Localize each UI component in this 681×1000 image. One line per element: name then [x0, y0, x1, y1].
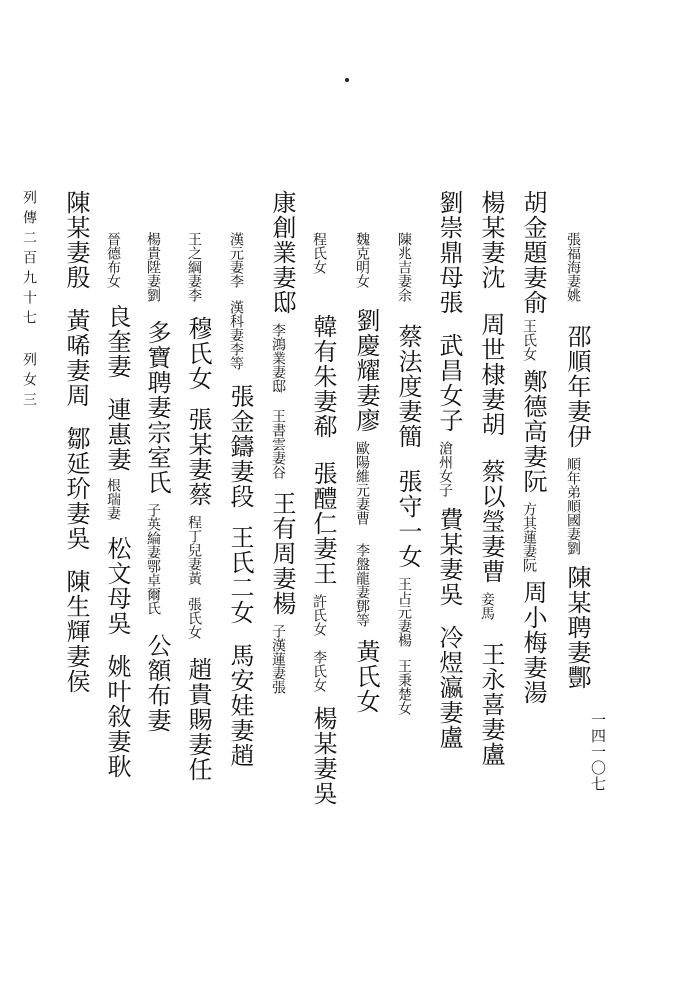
entry-name: 周世棣妻胡: [477, 312, 505, 437]
entry-note: 王之綱妻李: [186, 232, 202, 302]
entry-name: 馬安娃妻趙: [226, 643, 254, 768]
entry-name: 張醴仁妻王: [309, 461, 337, 586]
entry-name: 張某妻蔡: [184, 407, 212, 507]
text-column: [437, 190, 461, 750]
entry-note: 李盤龍妻鄧等: [354, 543, 370, 627]
entry-name: 張金鑄妻段: [226, 384, 254, 509]
entry-name: 松文母吳: [103, 536, 131, 636]
entry-name: 姚叶敘妻耿: [103, 654, 131, 779]
entry-note: 張氏女: [186, 597, 202, 639]
entry-note: 王氏女: [521, 319, 537, 361]
entry-name: 公額布妻: [143, 633, 171, 733]
text-column: [565, 232, 589, 690]
entry-note: 程丁兒妻黃: [186, 515, 202, 585]
entry-note: 漢科妻李等: [228, 300, 244, 370]
text-column: [186, 232, 210, 782]
text-column: [105, 232, 129, 779]
entry-note: 王占元妻楊: [396, 577, 412, 647]
entry-note: 順年弟順國妻劉: [565, 457, 581, 555]
entry-name: 邵順年妻伊: [563, 324, 591, 449]
entry-note: 滄州女子: [437, 441, 453, 497]
entry-note: 方其蓮妻阮: [521, 502, 537, 572]
entry-note: 歐陽維元妻曹: [354, 441, 370, 525]
entry-note: 漢元妻李: [228, 232, 244, 288]
page-number: 一四一〇七: [589, 712, 607, 792]
entry-note: 程氏女: [311, 232, 327, 274]
entry-name: 王有周妻楊: [268, 491, 296, 616]
entry-name: 趙貴賜妻任: [184, 657, 212, 782]
entry-name: 黃氏女: [352, 639, 380, 714]
entry-note: 王書雲妻谷: [270, 409, 286, 479]
entry-name: 連惠妻: [103, 397, 131, 472]
entry-name: 韓有朱妻郗: [309, 314, 337, 439]
entry-note: 妾馬: [479, 592, 495, 620]
margin-juan: 二百九十七: [21, 230, 37, 330]
text-column: [396, 232, 420, 715]
entry-name: 費某妻吳: [435, 507, 463, 607]
entry-name: 劉慶耀妻廖: [352, 308, 380, 433]
text-column: [311, 232, 335, 806]
entry-name: 黃唏妻周: [62, 308, 90, 408]
text-column: [228, 232, 252, 768]
entry-name: 穆氏女: [184, 316, 212, 391]
entry-name: 王氏二女: [226, 525, 254, 625]
entry-name: 陳某聘妻酆: [563, 565, 591, 690]
entry-name: 蔡法度妻簡: [394, 324, 422, 449]
entry-name: 蔡以瑩妻曹: [477, 459, 505, 584]
entry-name: 王永喜妻盧: [477, 642, 505, 767]
entry-name: 張守一女: [394, 469, 422, 569]
entry-note: 王秉楚女: [396, 659, 412, 715]
entry-name: 康創業妻邸: [268, 190, 296, 315]
entry-note: 子漢蓮妻張: [270, 624, 286, 694]
entry-note: 李鴻業妻邸: [270, 323, 286, 393]
entry-note: 張福海妻姚: [565, 232, 581, 302]
entry-name: 楊某妻吳: [309, 706, 337, 806]
text-column: [145, 232, 169, 733]
text-column: [521, 190, 545, 705]
entry-name: 武昌女子: [435, 333, 463, 433]
margin-header: [22, 190, 36, 412]
entry-note: 晉德布女: [105, 232, 121, 288]
text-column: [479, 190, 503, 767]
entry-name: 胡金題妻俞: [519, 190, 547, 315]
entry-note: 李氏女: [311, 650, 327, 692]
entry-name: 陳生輝妻侯: [62, 569, 90, 694]
margin-section: 列女三: [21, 352, 37, 412]
entry-note: 陳兆吉妻余: [396, 232, 412, 302]
entry-note: 楊貴陞妻劉: [145, 232, 161, 302]
entry-note: 魏克明女: [354, 232, 370, 288]
entry-name: 良奎妻: [103, 304, 131, 379]
entry-note: 子英綸妻鄂卓爾氏: [145, 503, 161, 615]
entry-name: 多寶聘妻宗室氏: [143, 320, 171, 495]
entry-name: 楊某妻沈: [477, 190, 505, 290]
entry-name: 鄭德高妻阮: [519, 369, 547, 494]
entry-note: 根瑞妻: [105, 478, 121, 520]
entry-name: 劉崇鼎母張: [435, 190, 463, 315]
text-column: [64, 190, 88, 694]
ink-speck: [345, 78, 349, 82]
entry-note: 許氏女: [311, 594, 327, 636]
margin-book: 列傳: [21, 190, 37, 230]
entry-name: 鄒延玠妻吳: [62, 426, 90, 551]
entry-name: 冷煜瀛妻盧: [435, 625, 463, 750]
text-column: [270, 190, 294, 694]
entry-name: 周小梅妻湯: [519, 580, 547, 705]
entry-name: 陳某妻殷: [62, 190, 90, 290]
text-column: [354, 232, 378, 714]
